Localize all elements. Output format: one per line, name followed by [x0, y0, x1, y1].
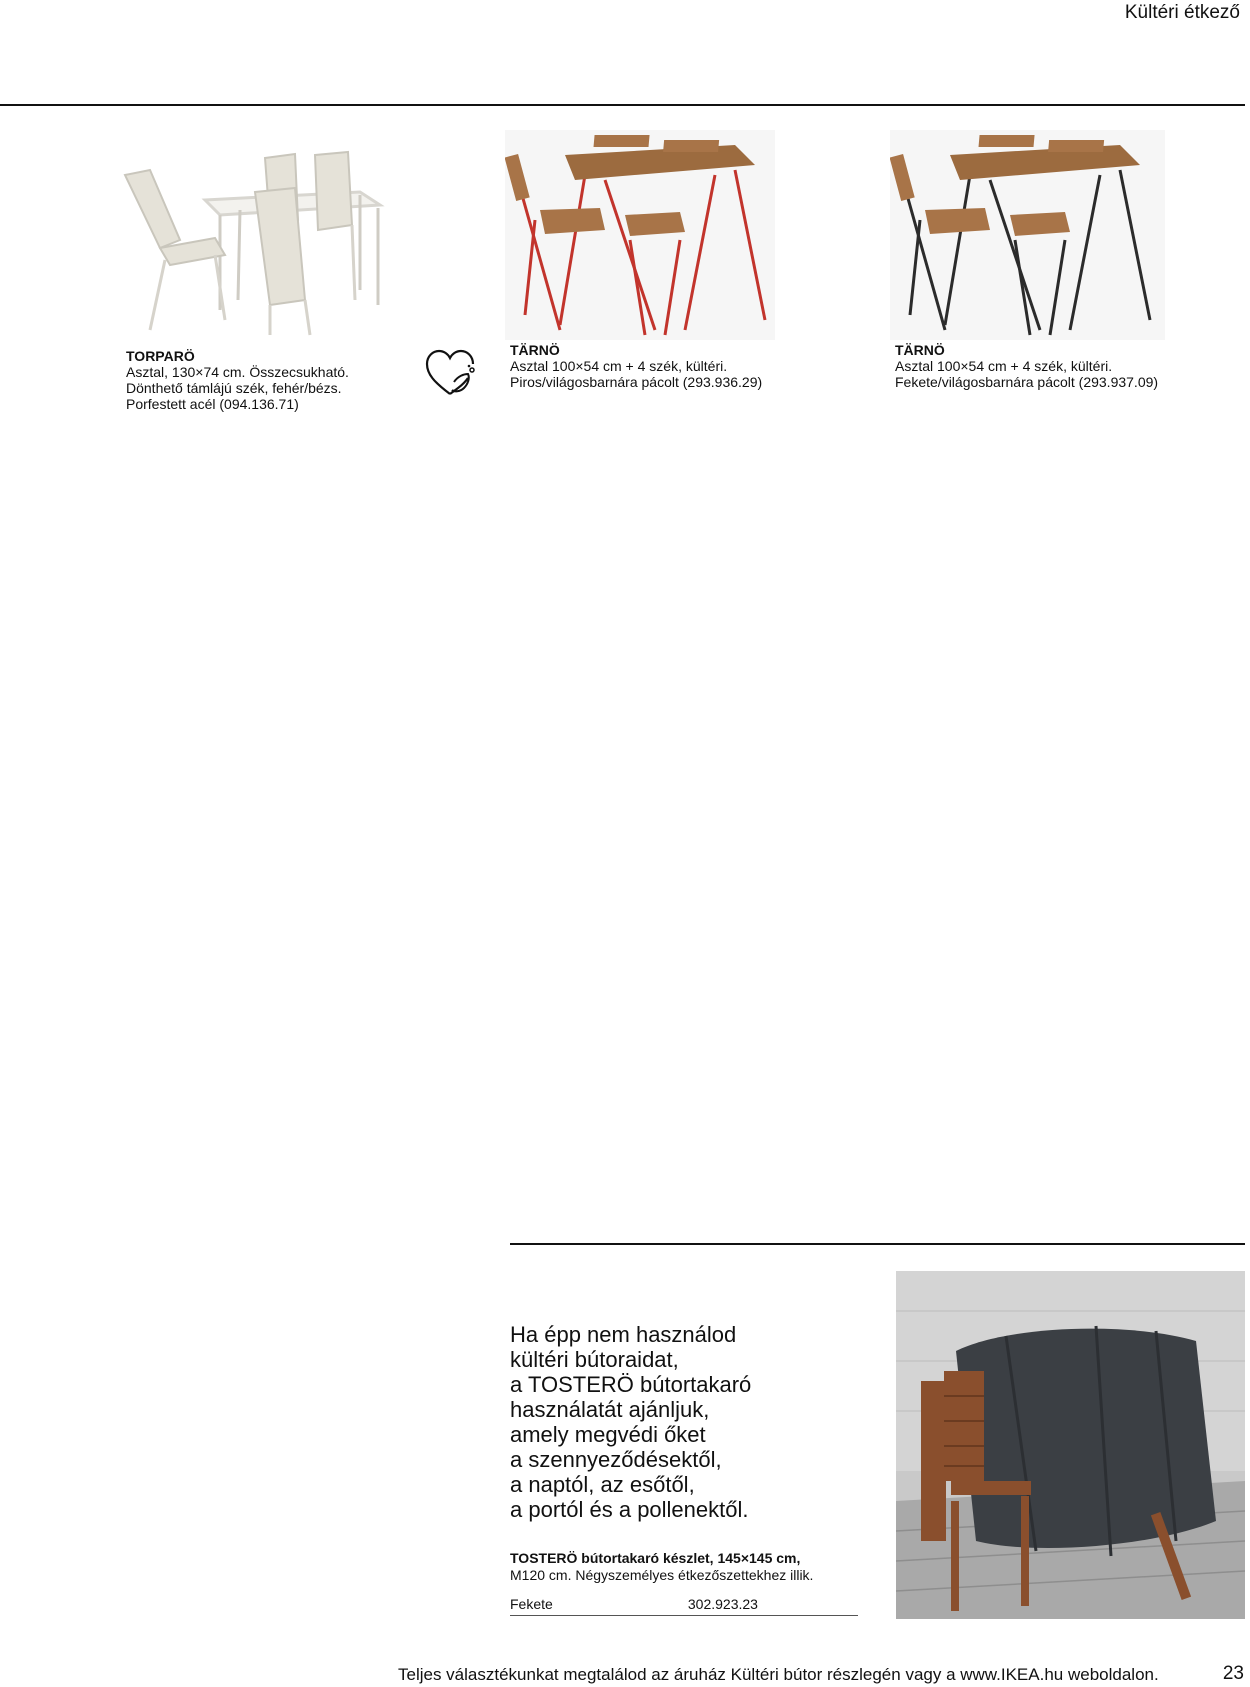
product-name: TORPARÖ: [126, 348, 195, 364]
product-desc-line: Porfestett acél (094.136.71): [126, 396, 299, 412]
promo-line: a TOSTERÖ bútortakaró: [510, 1372, 752, 1397]
tostero-cover-photo: [896, 1271, 1245, 1619]
footer-text: Teljes választékunkat megtalálod az áruház Kültéri bútor részlegén vagy a www.IKEA.hu weboldalon.: [398, 1665, 1159, 1684]
promo-line: használatát ajánljuk,: [510, 1397, 710, 1422]
promo-line: Ha épp nem használod: [510, 1322, 737, 1347]
page-number: 23: [1222, 1663, 1244, 1684]
product-tarno-black: [895, 342, 1158, 390]
product-torparo: [126, 348, 349, 412]
cover-product-name: TOSTERÖ bútortakaró készlet, 145×145 cm,: [510, 1550, 801, 1566]
product-desc-line: Fekete/világosbarnára pácolt (293.937.09): [895, 374, 1159, 390]
product-desc-line: Dönthető támlájú szék, fehér/bézs.: [126, 380, 342, 396]
promo-line: a naptól, az esőtől,: [510, 1472, 695, 1497]
product-name: TÄRNÖ: [510, 342, 560, 358]
product-name: TÄRNÖ: [895, 342, 945, 358]
product-desc-line: Piros/világosbarnára pácolt (293.936.29): [510, 374, 763, 390]
promo-line: a portól és a pollenektől.: [510, 1497, 749, 1522]
promo-line: a szennyeződésektől,: [510, 1447, 722, 1472]
promo-line: amely megvédi őket: [510, 1422, 706, 1447]
header-divider: [0, 104, 1245, 106]
heart-care-icon: [424, 348, 478, 400]
product-desc-line: Asztal 100×54 cm + 4 szék, kültéri.: [510, 358, 728, 374]
product-desc-line: Asztal, 130×74 cm. Összecsukható.: [126, 364, 349, 380]
product-tarno-red: [510, 342, 762, 390]
section-title: Kültéri étkező: [1124, 2, 1240, 23]
tarno-black-product-image: [890, 130, 1165, 340]
cover-product-color: Fekete: [510, 1596, 553, 1612]
promo-line: kültéri bútoraidat,: [510, 1347, 679, 1372]
tarno-red-product-image: [505, 130, 775, 340]
cover-product-article-number: 302.923.23: [687, 1596, 758, 1612]
torparo-product-image: [120, 130, 390, 340]
cover-product-variant-row: [510, 1595, 858, 1616]
cover-product-desc: M120 cm. Négyszemélyes étkezőszettekhez illik.: [510, 1567, 814, 1583]
promo-divider: [510, 1243, 1245, 1245]
product-desc-line: Asztal 100×54 cm + 4 szék, kültéri.: [895, 358, 1113, 374]
promo-text: [510, 1322, 870, 1522]
